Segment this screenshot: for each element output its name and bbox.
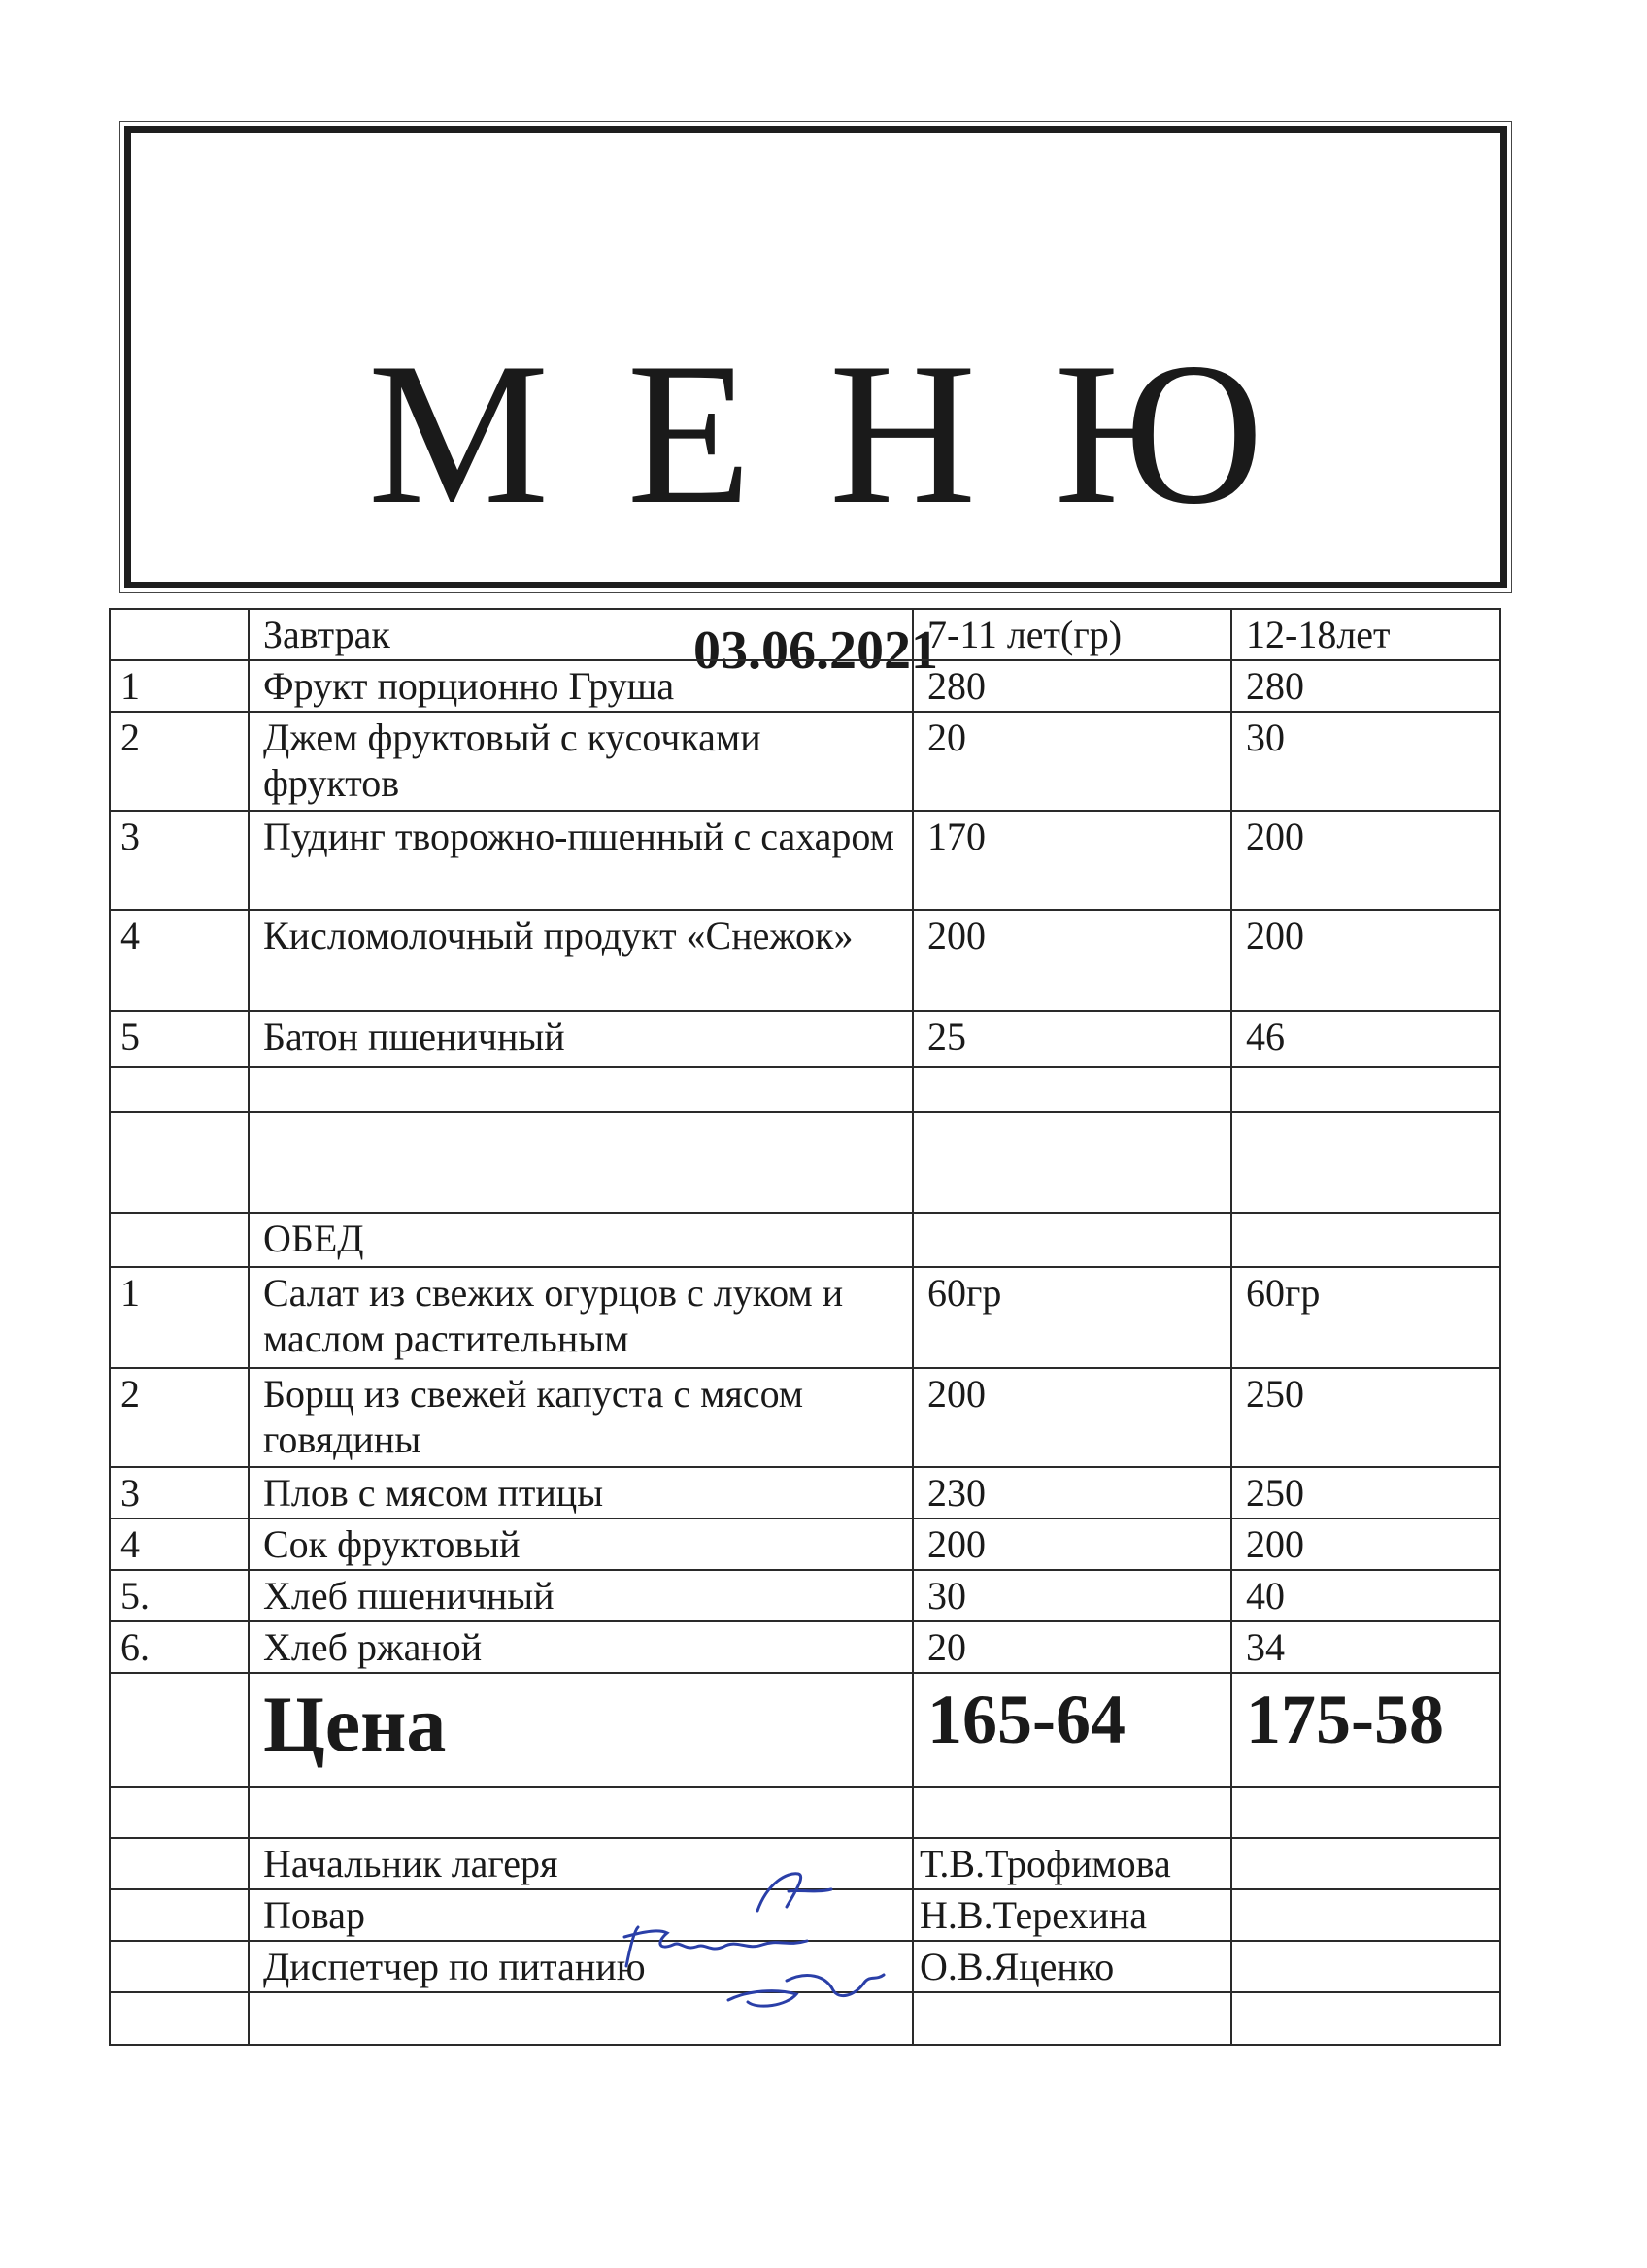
table-cell — [110, 1992, 249, 2045]
portion-12-18: 250 — [1231, 1368, 1500, 1467]
portion-7-11: 20 — [913, 712, 1231, 811]
table-cell — [913, 1067, 1231, 1112]
empty-row — [110, 1992, 1500, 2045]
item-number: 2 — [110, 712, 249, 811]
item-name: Хлеб ржаной — [249, 1621, 913, 1673]
portion-12-18: 30 — [1231, 712, 1500, 811]
table-cell — [110, 609, 249, 660]
price-12-18: 175-58 — [1231, 1673, 1500, 1787]
portion-12-18: 40 — [1231, 1570, 1500, 1621]
lunch-header: ОБЕД — [249, 1213, 913, 1267]
table-cell — [249, 1992, 913, 2045]
portion-7-11: 200 — [913, 910, 1231, 1011]
table-row — [110, 1518, 1500, 1570]
portion-12-18: 34 — [1231, 1621, 1500, 1673]
item-number: 2 — [110, 1368, 249, 1467]
table-cell — [1231, 1787, 1500, 1838]
table-cell — [110, 1673, 249, 1787]
item-name: Плов с мясом птицы — [249, 1467, 913, 1518]
table-cell — [1231, 1838, 1500, 1889]
table-cell — [249, 1112, 913, 1213]
item-number: 1 — [110, 1267, 249, 1368]
portion-7-11: 20 — [913, 1621, 1231, 1673]
table-cell — [913, 1992, 1231, 2045]
table-row — [110, 1570, 1500, 1621]
table-cell — [110, 1941, 249, 1992]
menu-title — [131, 321, 1500, 547]
item-number: 4 — [110, 1518, 249, 1570]
item-name: Кисломолочный продукт «Снежок» — [249, 910, 913, 1011]
table-cell — [110, 1787, 249, 1838]
table-cell — [1231, 1941, 1500, 1992]
portion-12-18: 46 — [1231, 1011, 1500, 1067]
item-name: Борщ из свежей капуста с мясом говядины — [249, 1368, 913, 1467]
signature-row — [110, 1889, 1500, 1941]
title-letter: Е — [626, 321, 752, 547]
title-letter: М — [367, 321, 550, 547]
portion-7-11: 60гр — [913, 1267, 1231, 1368]
item-number: 4 — [110, 910, 249, 1011]
table-row — [110, 1011, 1500, 1067]
item-name: Джем фруктовый с кусочками фруктов — [249, 712, 913, 811]
table-cell — [110, 1213, 249, 1267]
table-cell — [1231, 1213, 1500, 1267]
portion-7-11: 170 — [913, 811, 1231, 910]
portion-7-11: 200 — [913, 1518, 1231, 1570]
table-cell — [110, 1889, 249, 1941]
table-cell — [110, 1067, 249, 1112]
signature-name: Н.В.Терехина — [913, 1889, 1231, 1941]
table-row — [110, 1267, 1500, 1368]
table-row — [110, 1621, 1500, 1673]
portion-12-18: 250 — [1231, 1467, 1500, 1518]
item-number: 3 — [110, 1467, 249, 1518]
portion-7-11: 25 — [913, 1011, 1231, 1067]
table-cell — [249, 1787, 913, 1838]
empty-row — [110, 1067, 1500, 1112]
table-row — [110, 910, 1500, 1011]
column-header-12-18: 12-18лет — [1231, 609, 1500, 660]
portion-7-11: 30 — [913, 1570, 1231, 1621]
table-cell — [1231, 1889, 1500, 1941]
portion-7-11: 280 — [913, 660, 1231, 712]
portion-12-18: 200 — [1231, 1518, 1500, 1570]
portion-7-11: 230 — [913, 1467, 1231, 1518]
item-number: 5. — [110, 1570, 249, 1621]
column-header-7-11: 7-11 лет(гр) — [913, 609, 1231, 660]
signature-role: Повар — [249, 1889, 913, 1941]
portion-12-18: 200 — [1231, 910, 1500, 1011]
menu-date: 03.06.2021 — [693, 620, 938, 681]
signature-row — [110, 1838, 1500, 1889]
item-name: Пудинг творожно-пшенный с сахаром — [249, 811, 913, 910]
item-name: Батон пшеничный — [249, 1011, 913, 1067]
item-number: 5 — [110, 1011, 249, 1067]
table-cell — [1231, 1992, 1500, 2045]
title-letter: Н — [828, 321, 977, 547]
empty-row — [110, 1787, 1500, 1838]
price-row — [110, 1673, 1500, 1787]
signature-role: Диспетчер по питанию — [249, 1941, 913, 1992]
table-row — [110, 811, 1500, 910]
item-name: Сок фруктовый — [249, 1518, 913, 1570]
signature-name: Т.В.Трофимова — [913, 1838, 1231, 1889]
portion-7-11: 200 — [913, 1368, 1231, 1467]
breakfast-header: Завтрак — [249, 609, 913, 660]
table-cell — [913, 1787, 1231, 1838]
signature-name: О.В.Яценко — [913, 1941, 1231, 1992]
item-name: Фрукт порционно Груша — [249, 660, 913, 712]
breakfast-header-row — [110, 609, 1500, 660]
portion-12-18: 60гр — [1231, 1267, 1500, 1368]
table-cell — [1231, 1112, 1500, 1213]
item-number: 6. — [110, 1621, 249, 1673]
price-7-11: 165-64 — [913, 1673, 1231, 1787]
signature-row — [110, 1941, 1500, 1992]
item-name: Салат из свежих огурцов с луком и маслом растительным — [249, 1267, 913, 1368]
item-name: Хлеб пшеничный — [249, 1570, 913, 1621]
signature-role: Начальник лагеря — [249, 1838, 913, 1889]
portion-12-18: 200 — [1231, 811, 1500, 910]
table-row — [110, 660, 1500, 712]
price-label: Цена — [249, 1673, 913, 1787]
title-letter: Ю — [1054, 321, 1264, 547]
lunch-header-row — [110, 1213, 1500, 1267]
menu-table — [109, 608, 1501, 2046]
table-cell — [1231, 1067, 1500, 1112]
portion-12-18: 280 — [1231, 660, 1500, 712]
table-row — [110, 1467, 1500, 1518]
table-row — [110, 712, 1500, 811]
empty-row — [110, 1112, 1500, 1213]
item-number: 3 — [110, 811, 249, 910]
table-cell — [913, 1213, 1231, 1267]
table-cell — [110, 1112, 249, 1213]
item-number: 1 — [110, 660, 249, 712]
table-cell — [249, 1067, 913, 1112]
table-cell — [110, 1838, 249, 1889]
table-cell — [913, 1112, 1231, 1213]
table-row — [110, 1368, 1500, 1467]
